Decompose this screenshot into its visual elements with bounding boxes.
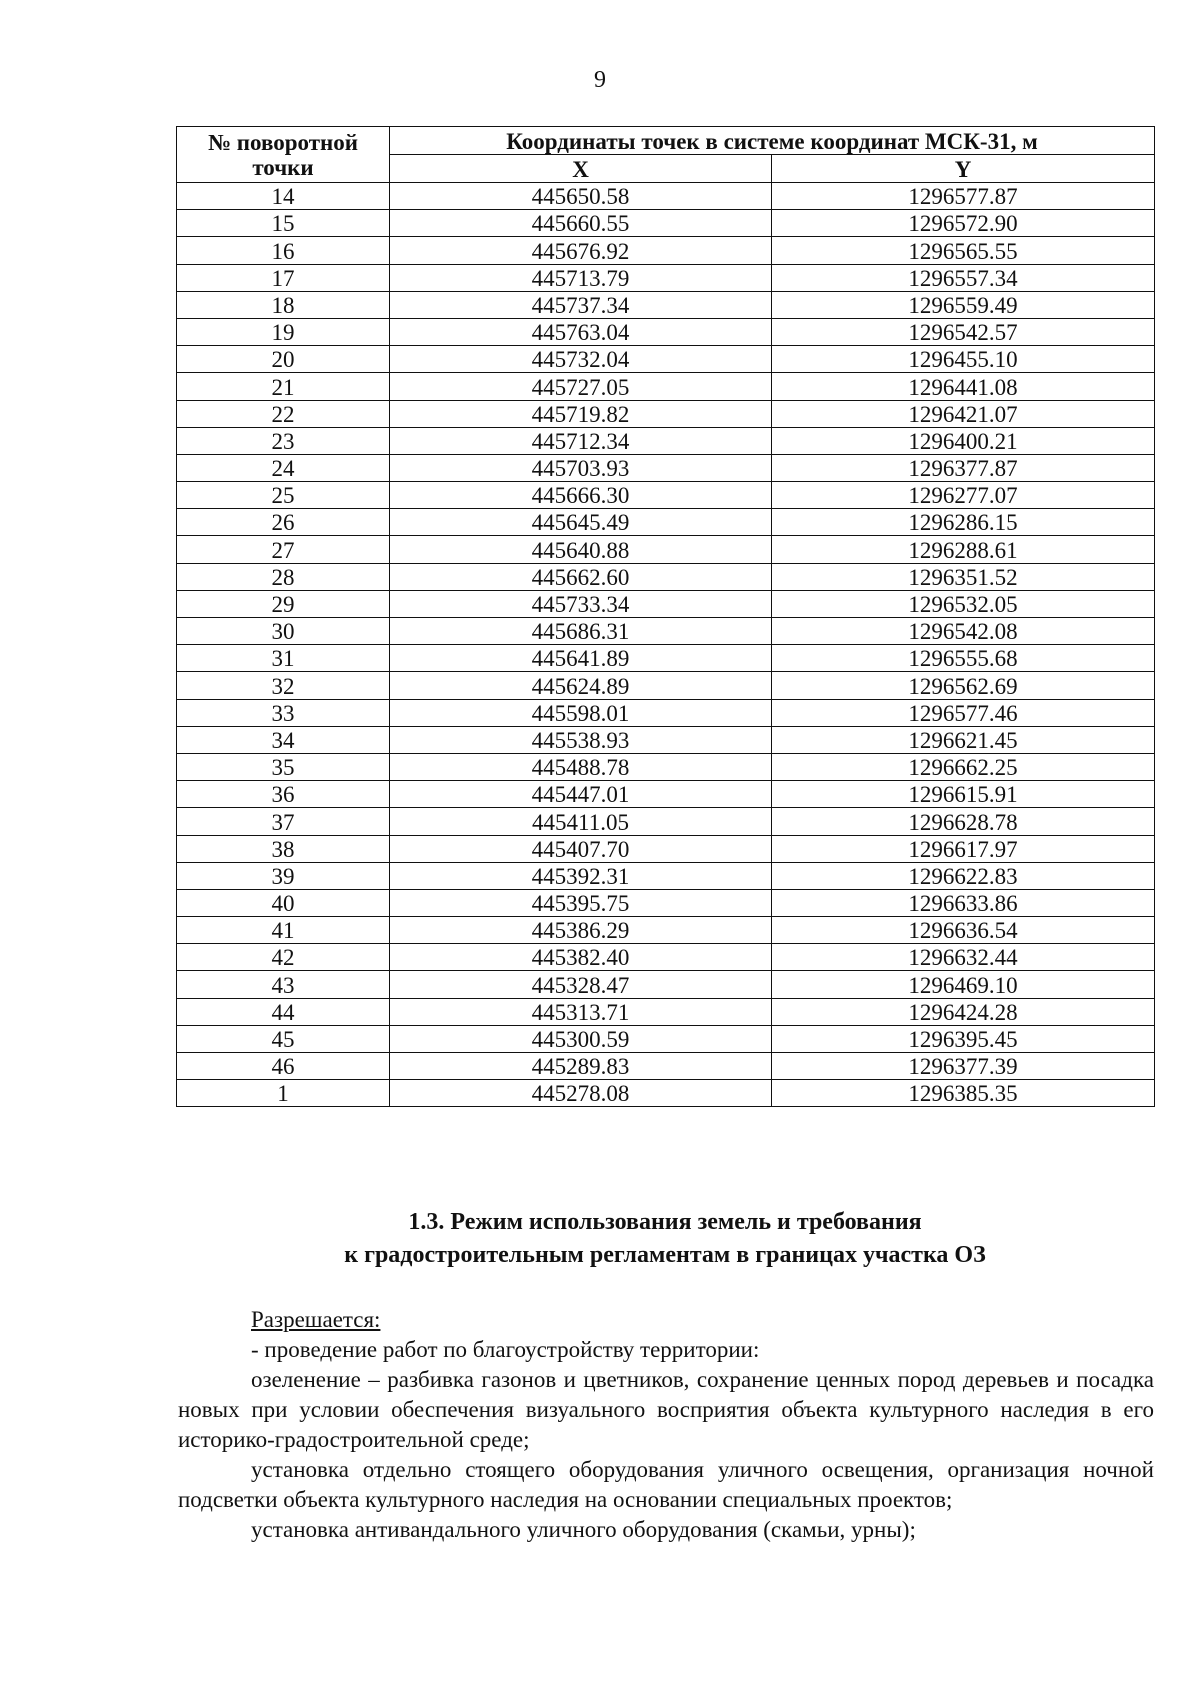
cell-y: 1296385.35 [772,1080,1155,1107]
table-row [177,998,1155,1025]
cell-point-number: 37 [177,808,390,835]
table-row [177,590,1155,617]
section-heading-line1: 1.3. Режим использования земель и требования [408,1209,922,1235]
page-number: 9 [594,67,606,93]
cell-x: 445666.30 [390,482,772,509]
table-body [177,183,1155,1107]
cell-x: 445538.93 [390,726,772,753]
cell-point-number: 45 [177,1025,390,1052]
cell-y: 1296633.86 [772,889,1155,916]
cell-x: 445645.49 [390,509,772,536]
cell-y: 1296532.05 [772,590,1155,617]
table-row [177,373,1155,400]
table-row [177,808,1155,835]
cell-x: 445386.29 [390,917,772,944]
header-coordinates: Координаты точек в системе координат МСК-31, м [390,127,1155,155]
cell-point-number: 1 [177,1080,390,1107]
cell-x: 445640.88 [390,536,772,563]
cell-point-number: 46 [177,1053,390,1080]
cell-y: 1296441.08 [772,373,1155,400]
cell-point-number: 17 [177,264,390,291]
table-row [177,563,1155,590]
table-row [177,971,1155,998]
table-row [177,318,1155,345]
cell-point-number: 25 [177,482,390,509]
coordinates-table [176,126,1155,1107]
cell-y: 1296562.69 [772,672,1155,699]
cell-y: 1296455.10 [772,346,1155,373]
table-row [177,862,1155,889]
cell-point-number: 35 [177,753,390,780]
cell-y: 1296377.39 [772,1053,1155,1080]
cell-point-number: 41 [177,917,390,944]
cell-x: 445686.31 [390,618,772,645]
cell-point-number: 38 [177,835,390,862]
cell-point-number: 42 [177,944,390,971]
cell-point-number: 26 [177,509,390,536]
cell-y: 1296542.08 [772,618,1155,645]
section-heading [176,1206,1154,1272]
paragraph-lighting: установка отдельно стоящего оборудования уличного освещения, организация ночной подсветки объекта культурного наследия на основании специальных проектов; [178,1457,1154,1512]
cell-x: 445703.93 [390,454,772,481]
table-row [177,726,1155,753]
cell-x: 445313.71 [390,998,772,1025]
paragraph-greening: озеленение – разбивка газонов и цветников, сохранение ценных пород деревьев и посадка новых при условии обеспечения визуального восприятия объекта культурного наследия в его историко-градостроительной среде; [178,1367,1154,1452]
cell-point-number: 30 [177,618,390,645]
paragraph-street-furniture: установка антивандального уличного оборудования (скамьи, урны); [251,1517,916,1542]
table-row [177,672,1155,699]
cell-x: 445660.55 [390,210,772,237]
cell-point-number: 32 [177,672,390,699]
section-body [178,1305,1154,1545]
cell-point-number: 33 [177,699,390,726]
table-row [177,781,1155,808]
table-row [177,1025,1155,1052]
paragraph-improvement: - проведение работ по благоустройству территории: [251,1337,760,1362]
table-row [177,536,1155,563]
cell-y: 1296542.57 [772,318,1155,345]
cell-x: 445719.82 [390,400,772,427]
header-y: Y [772,155,1155,183]
cell-x: 445727.05 [390,373,772,400]
cell-point-number: 18 [177,291,390,318]
cell-y: 1296617.97 [772,835,1155,862]
section-heading-line2: к градостроительным регламентам в границах участка ОЗ [344,1242,986,1268]
cell-x: 445624.89 [390,672,772,699]
cell-y: 1296636.54 [772,917,1155,944]
cell-x: 445328.47 [390,971,772,998]
cell-point-number: 36 [177,781,390,808]
table-row [177,1053,1155,1080]
cell-point-number: 22 [177,400,390,427]
table-row [177,944,1155,971]
cell-x: 445662.60 [390,563,772,590]
cell-point-number: 44 [177,998,390,1025]
table-row [177,699,1155,726]
cell-x: 445737.34 [390,291,772,318]
header-x: X [390,155,772,183]
cell-y: 1296395.45 [772,1025,1155,1052]
cell-point-number: 24 [177,454,390,481]
cell-x: 445289.83 [390,1053,772,1080]
cell-y: 1296277.07 [772,482,1155,509]
cell-x: 445447.01 [390,781,772,808]
cell-y: 1296572.90 [772,210,1155,237]
cell-point-number: 21 [177,373,390,400]
table-row [177,427,1155,454]
cell-x: 445763.04 [390,318,772,345]
header-point-line2: точки [252,154,314,180]
cell-x: 445598.01 [390,699,772,726]
cell-x: 445278.08 [390,1080,772,1107]
header-point-line1: № поворотной [207,129,359,155]
cell-point-number: 15 [177,210,390,237]
cell-point-number: 43 [177,971,390,998]
cell-y: 1296622.83 [772,862,1155,889]
table-row [177,753,1155,780]
cell-y: 1296400.21 [772,427,1155,454]
table-row [177,618,1155,645]
allowed-label: Разрешается: [251,1307,381,1332]
cell-x: 445650.58 [390,183,772,210]
cell-x: 445733.34 [390,590,772,617]
cell-point-number: 14 [177,183,390,210]
cell-x: 445488.78 [390,753,772,780]
cell-x: 445382.40 [390,944,772,971]
cell-y: 1296288.61 [772,536,1155,563]
table-row [177,482,1155,509]
table-header-row [177,127,1155,155]
cell-y: 1296424.28 [772,998,1155,1025]
cell-x: 445713.79 [390,264,772,291]
cell-y: 1296555.68 [772,645,1155,672]
cell-y: 1296557.34 [772,264,1155,291]
table-row [177,835,1155,862]
cell-y: 1296632.44 [772,944,1155,971]
table-row [177,645,1155,672]
table-row [177,917,1155,944]
cell-point-number: 39 [177,862,390,889]
cell-point-number: 28 [177,563,390,590]
cell-y: 1296615.91 [772,781,1155,808]
cell-point-number: 29 [177,590,390,617]
cell-x: 445641.89 [390,645,772,672]
cell-y: 1296577.87 [772,183,1155,210]
table-row [177,889,1155,916]
cell-x: 445712.34 [390,427,772,454]
table-row [177,291,1155,318]
cell-point-number: 20 [177,346,390,373]
cell-y: 1296577.46 [772,699,1155,726]
cell-x: 445407.70 [390,835,772,862]
header-point-number [177,127,390,183]
table-row [177,509,1155,536]
table-row [177,237,1155,264]
cell-point-number: 31 [177,645,390,672]
cell-y: 1296286.15 [772,509,1155,536]
cell-x: 445676.92 [390,237,772,264]
cell-y: 1296621.45 [772,726,1155,753]
cell-y: 1296421.07 [772,400,1155,427]
table-row [177,1080,1155,1107]
table-row [177,264,1155,291]
cell-point-number: 19 [177,318,390,345]
cell-point-number: 34 [177,726,390,753]
cell-point-number: 40 [177,889,390,916]
cell-point-number: 27 [177,536,390,563]
allowed-label-line [178,1305,1154,1335]
table-row [177,346,1155,373]
cell-y: 1296628.78 [772,808,1155,835]
cell-x: 445392.31 [390,862,772,889]
cell-y: 1296377.87 [772,454,1155,481]
cell-y: 1296469.10 [772,971,1155,998]
table-row [177,454,1155,481]
table-row [177,183,1155,210]
cell-x: 445395.75 [390,889,772,916]
cell-x: 445411.05 [390,808,772,835]
table-row [177,400,1155,427]
cell-y: 1296565.55 [772,237,1155,264]
cell-point-number: 23 [177,427,390,454]
cell-point-number: 16 [177,237,390,264]
cell-y: 1296559.49 [772,291,1155,318]
cell-x: 445300.59 [390,1025,772,1052]
cell-y: 1296662.25 [772,753,1155,780]
cell-x: 445732.04 [390,346,772,373]
table-row [177,210,1155,237]
cell-y: 1296351.52 [772,563,1155,590]
